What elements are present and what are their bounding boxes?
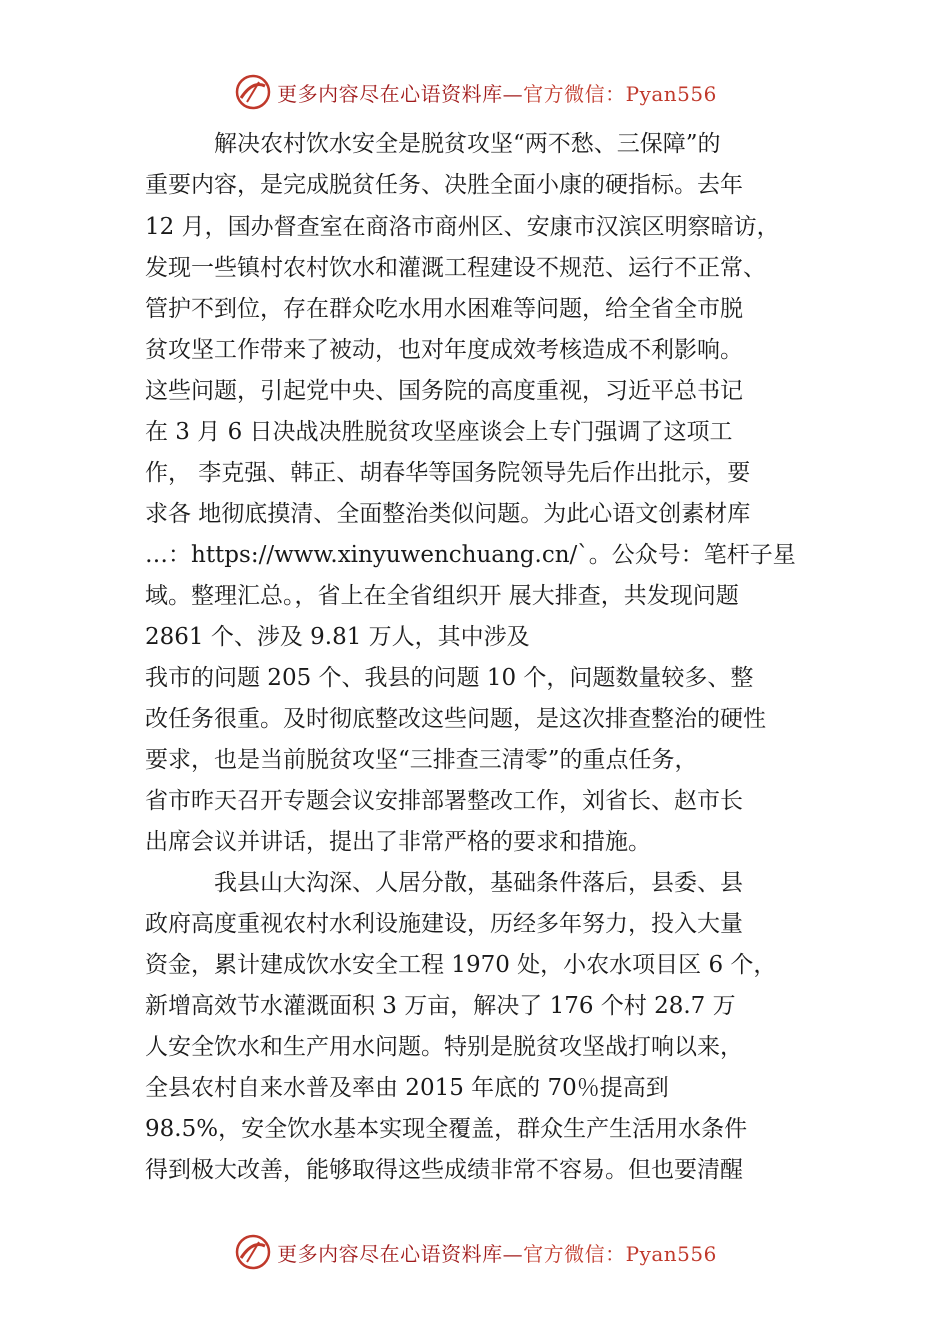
text-line: 98.5%，安全饮水基本实现全覆盖，群众生产生活用水条件 bbox=[145, 1116, 748, 1142]
text-line: 全县农村自来水普及率由 2015 年底的 70％提高到 bbox=[145, 1075, 669, 1101]
text-line: 政府高度重视农村水利设施建设，历经多年努力，投入大量 bbox=[145, 911, 743, 937]
text-line: …：https://www.xinyuwenchuang.cn/`。公众号：笔杆子星 bbox=[145, 542, 796, 568]
text-line: 重要内容，是完成脱贫任务、决胜全面小康的硬指标。去年 bbox=[145, 172, 743, 198]
text-line: 作， 李克强、韩正、胡春华等国务院领导先后作出批示，要 bbox=[145, 460, 751, 486]
text-line: 解决农村饮水安全是脱贫攻坚“两不愁、三保障”的 bbox=[145, 131, 721, 157]
text-line: 在 3 月 6 日决战决胜脱贫攻坚座谈会上专门强调了这项工 bbox=[145, 419, 733, 445]
text-line: 我市的问题 205 个、我县的问题 10 个，问题数量较多、整 bbox=[145, 665, 754, 691]
footer-watermark bbox=[0, 1230, 950, 1274]
text-line: 我县山大沟深、人居分散，基础条件落后，县委、县 bbox=[145, 870, 743, 896]
text-line: 管护不到位，存在群众吃水用水困难等问题，给全省全市脱 bbox=[145, 296, 743, 322]
logo-icon bbox=[233, 1232, 273, 1272]
text-line: 要求，也是当前脱贫攻坚“三排查三清零”的重点任务， bbox=[145, 747, 698, 773]
text-line: 省市昨天召开专题会议安排部署整改工作，刘省长、赵市长 bbox=[145, 788, 743, 814]
banner-main-text: 更多内容尽在心语资料库 bbox=[277, 81, 503, 106]
banner-main-text: 更多内容尽在心语资料库 bbox=[277, 1241, 503, 1266]
banner-separator: — bbox=[502, 81, 524, 106]
text-line: 域。整理汇总。，省上在全省组织开 展大排查，共发现问题 bbox=[145, 583, 739, 609]
text-line: 资金，累计建成饮水安全工程 1970 处，小农水项目区 6 个， bbox=[145, 952, 777, 978]
banner-separator: — bbox=[502, 1241, 524, 1266]
text-line: 得到极大改善，能够取得这些成绩非常不容易。但也要清醒 bbox=[145, 1157, 743, 1183]
text-line: 新增高效节水灌溉面积 3 万亩，解决了 176 个村 28.7 万 bbox=[145, 993, 736, 1019]
text-line: 2861 个、涉及 9.81 万人，其中涉及 bbox=[145, 624, 530, 650]
text-line: 人安全饮水和生产用水问题。特别是脱贫攻坚战打响以来， bbox=[145, 1034, 743, 1060]
text-line: 这些问题，引起党中央、国务院的高度重视，习近平总书记 bbox=[145, 378, 743, 404]
text-line: 发现一些镇村农村饮水和灌溉工程建设不规范、运行不正常、 bbox=[145, 255, 766, 281]
text-line: 贫攻坚工作带来了被动，也对年度成效考核造成不利影响。 bbox=[145, 337, 743, 363]
text-line: 出席会议并讲话，提出了非常严格的要求和措施。 bbox=[145, 829, 651, 855]
text-line: 12 月，国办督查室在商洛市商州区、安康市汉滨区明察暗访， bbox=[145, 214, 780, 240]
banner-wechat-text: 官方微信：Pyan556 bbox=[523, 81, 717, 106]
text-line: 改任务很重。及时彻底整改这些问题，是这次排查整治的硬性 bbox=[145, 706, 766, 732]
text-line: 求各 地彻底摸清、全面整治类似问题。为此心语文创素材库 bbox=[145, 501, 751, 527]
banner-wechat-text: 官方微信：Pyan556 bbox=[523, 1241, 717, 1266]
